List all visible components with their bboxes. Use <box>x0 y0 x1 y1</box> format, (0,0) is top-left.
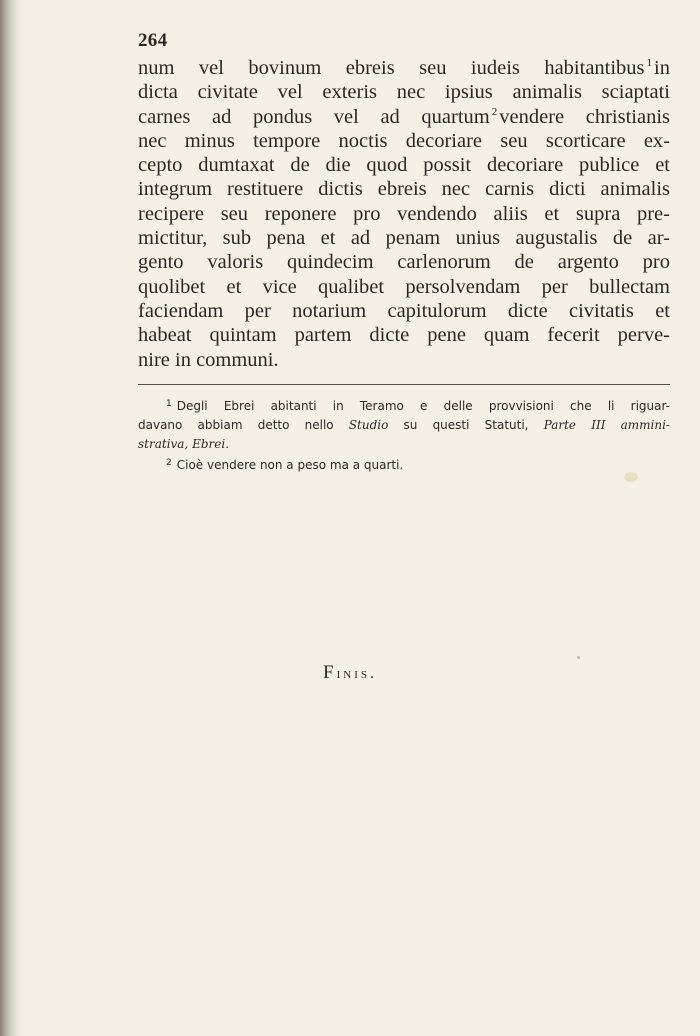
page-number: 264 <box>138 30 168 51</box>
text-line: habeat quintam partem dicte pene quam fecerit perve- <box>138 324 670 347</box>
book-gutter-shadow <box>0 0 22 1036</box>
text-line: quolibet et vice qualibet persolvendam per bullectam <box>138 275 670 298</box>
paper-spot <box>577 656 580 659</box>
footnote-mark: 1 <box>166 398 172 409</box>
main-text <box>138 56 670 372</box>
text-line: nec minus tempore noctis decoriare seu scorticare ex- <box>138 129 670 152</box>
book-page <box>138 30 670 475</box>
text-line: mictitur, sub pena et ad penam unius augustalis de ar- <box>138 227 670 250</box>
text-line: nire in communi. <box>138 348 279 371</box>
footnotes <box>138 395 670 475</box>
text-line: gento valoris quindecim carlenorum de argento pro <box>138 251 670 274</box>
footnote-ref-1: 1 <box>646 57 653 69</box>
paper-spot <box>624 472 638 482</box>
text-line: integrum restituere dictis ebreis nec carnis dicti animalis <box>138 178 670 201</box>
text-line: cepto dumtaxat de die quod possit decoriare publice et <box>138 154 670 177</box>
text-line: faciendam per notarium capitulorum dicte civitatis et <box>138 299 670 322</box>
footnote-2: $^2$ Cioè vendere non a peso ma a quarti. <box>166 457 404 472</box>
footnote-ref-2: 2 <box>491 105 498 118</box>
text-line: recipere seu reponere pro vendendo aliis et supra pre- <box>138 202 670 225</box>
finis-label: Finis. <box>323 662 377 683</box>
footnote-mark: 2 <box>166 457 172 468</box>
footnote-divider <box>138 384 670 385</box>
text-line: carnes ad pondus vel ad quartum $^2$vendere christianis <box>138 105 671 128</box>
text-line: num vel bovinum ebreis seu iudeis habitantibus $^1$in <box>138 57 670 79</box>
text-line: dicta civitate vel exteris nec ipsius animalis sciaptati <box>138 81 670 104</box>
footnote-1: $^1$ Degli Ebrei abitanti in Teramo e delle provvisioni che li riguar- davano abbiam detto nello Studio su questi Statuti, Parte III ammini- strativa, Ebrei. <box>138 398 670 451</box>
